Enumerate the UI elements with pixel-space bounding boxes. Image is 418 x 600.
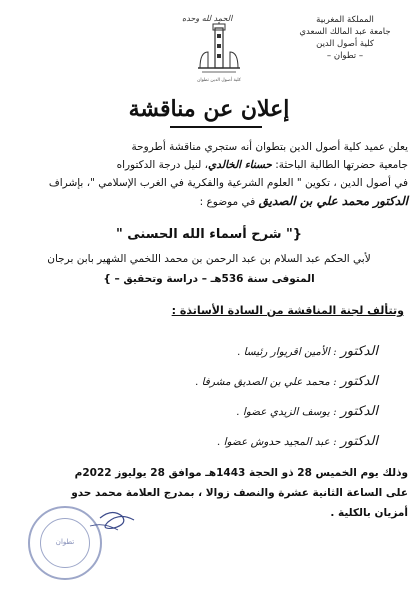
committee-member-1 <box>38 344 378 359</box>
body-line-2 <box>8 158 408 172</box>
student-name: حسناء الخالدي <box>208 159 272 171</box>
faculty-logo <box>196 22 242 78</box>
signature-icon <box>30 500 140 550</box>
supervisor-name: الدكتور محمد علي بن الصديق <box>258 194 408 208</box>
city-label: – تطوان – <box>326 51 364 61</box>
thesis-line-3: المتوفى سنة 536هـ – دراسة وتحقيق – } <box>103 273 315 285</box>
body-line-1: يعلن عميد كلية أصول الدين بتطوان أنه ستجري مناقشة أطروحة <box>131 141 408 153</box>
member-name: : يوسف الزيدي عضوا . <box>236 406 337 418</box>
title-underline <box>170 126 262 128</box>
hamd-label: الحمد لله وحده <box>182 14 233 23</box>
date-line-1: وذلك يوم الخميس 28 ذو الحجة 1443هـ موافق 28 يوليوز 2022م <box>74 467 408 479</box>
page-title: إعلان عن مناقشة <box>128 96 290 122</box>
member-name: : الأمين اقريوار رئيسا . <box>236 346 337 358</box>
member-name: : محمد علي بن الصديق مشرفا . <box>194 376 337 388</box>
committee-intro: وتتألف لجنة المناقشة من السادة الأساتذة : <box>171 304 404 317</box>
member-name: : عبد المجيد حدوش عضوا . <box>216 436 337 448</box>
faculty-label: كلية أصول الدين <box>316 39 374 49</box>
stamp-label: تطوان <box>55 538 75 546</box>
institution-header <box>290 14 400 62</box>
line4-suffix: في موضوع : <box>199 196 259 208</box>
committee-member-4 <box>38 434 378 449</box>
committee-member-2 <box>38 374 378 389</box>
line2-suffix: ، لنيل درجة الدكتوراه <box>116 159 209 171</box>
line2-prefix: جامعية حضرتها الطالبة الباحثة: <box>271 159 408 171</box>
date-line-2: على الساعة الثانية عشرة والنصف زوالا ، بمدرج العلامة محمد حدو <box>71 487 408 499</box>
kingdom-label: المملكة المغربية <box>316 15 374 25</box>
date-line-3: أمزيان بالكلية . <box>330 507 408 519</box>
member-role: الدكتور <box>340 404 378 419</box>
member-role: الدكتور <box>340 434 378 449</box>
logo-caption: كلية أصول الدين تطوان <box>197 78 241 83</box>
member-role: الدكتور <box>340 374 378 389</box>
thesis-title: {" شرح أسماء الله الحسنى " <box>115 227 303 242</box>
university-label: جامعة عبد المالك السعدي <box>299 27 391 37</box>
committee-member-3 <box>38 404 378 419</box>
member-role: الدكتور <box>340 344 378 359</box>
thesis-line-2: لأبي الحكم عبد السلام بن عبد الرحمن بن محمد اللخمي الشهير بابن برجان <box>47 253 371 265</box>
body-line-4 <box>8 194 408 209</box>
body-line-3: في أصول الدين ، تكوين " العلوم الشرعية والفكرية في الغرب الإسلامي "، بإشراف <box>48 177 408 189</box>
